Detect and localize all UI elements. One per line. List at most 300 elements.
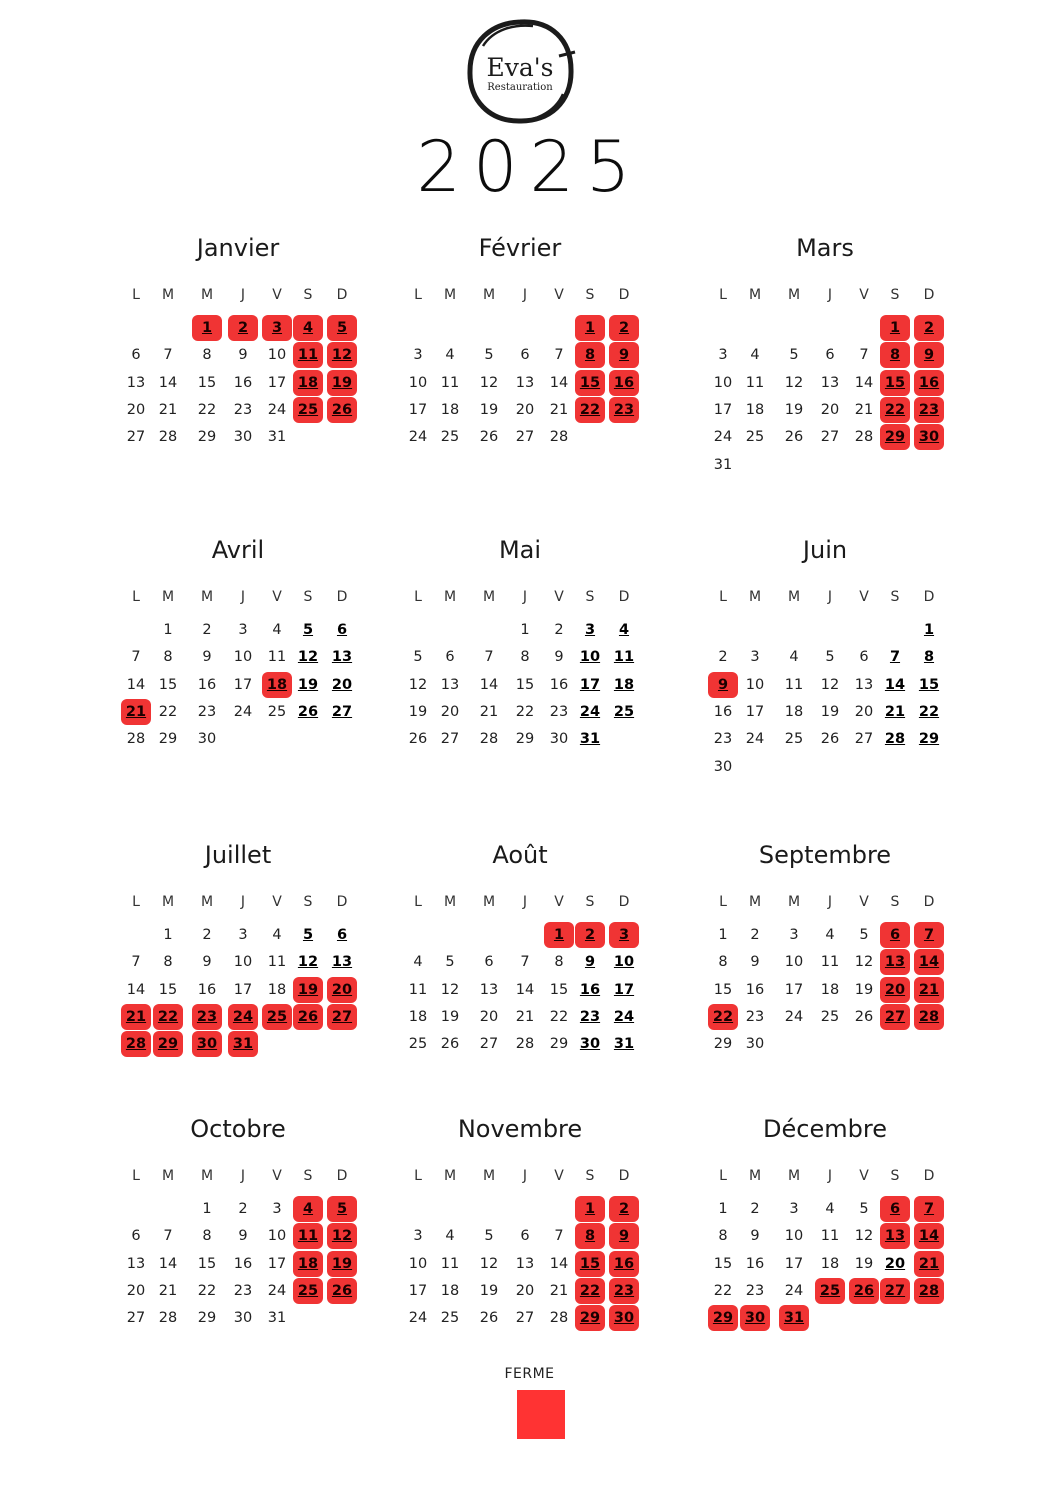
closed-day: 21 xyxy=(914,977,944,1003)
calendar-day: 5 xyxy=(302,927,314,943)
closed-day: 16 xyxy=(609,1251,639,1277)
calendar-day: 28 xyxy=(126,731,146,748)
calendar-day: 6 xyxy=(520,347,530,364)
closed-day: 22 xyxy=(575,397,605,423)
weekday-label: D xyxy=(618,589,630,605)
calendar-day: 1 xyxy=(163,622,173,638)
weekday-label: M xyxy=(161,287,175,303)
closed-day: 23 xyxy=(192,1004,222,1030)
closed-day: 25 xyxy=(815,1278,845,1304)
calendar-day: 24 xyxy=(267,401,287,418)
month-block xyxy=(400,233,700,483)
weekday-label: D xyxy=(923,287,935,303)
month-block xyxy=(705,840,1005,1090)
calendar-day: 19 xyxy=(479,1282,499,1299)
month-name: Juillet xyxy=(204,841,272,869)
weekday-label: S xyxy=(585,1168,595,1184)
calendar-day: 22 xyxy=(197,401,217,418)
calendar-day: 16 xyxy=(579,981,601,998)
calendar-day: 14 xyxy=(549,1255,569,1272)
calendar-day: 30 xyxy=(713,758,733,775)
calendar-day: 13 xyxy=(126,1255,146,1272)
calendar-day: 17 xyxy=(784,981,804,998)
calendar-day: 12 xyxy=(479,374,499,391)
month-name: Avril xyxy=(211,536,265,564)
closed-day: 6 xyxy=(880,922,910,948)
closed-day: 15 xyxy=(880,370,910,396)
calendar-day: 17 xyxy=(233,981,253,998)
calendar-day: 14 xyxy=(854,374,874,391)
closed-day: 22 xyxy=(880,397,910,423)
calendar-day: 16 xyxy=(745,1255,765,1272)
weekday-label: L xyxy=(132,1168,140,1184)
calendar-day: 4 xyxy=(789,649,799,666)
calendar-day: 7 xyxy=(520,954,530,971)
closed-day: 22 xyxy=(708,1004,738,1030)
closed-day: 18 xyxy=(293,370,323,396)
month-block xyxy=(400,535,700,785)
calendar-day: 28 xyxy=(884,731,906,748)
closed-day: 4 xyxy=(293,315,323,341)
calendar-day: 28 xyxy=(479,731,499,748)
calendar-day: 13 xyxy=(515,1255,535,1272)
calendar-day: 24 xyxy=(267,1282,287,1299)
closed-day: 27 xyxy=(880,1004,910,1030)
weekday-label: M xyxy=(161,894,175,910)
calendar-day: 19 xyxy=(440,1008,460,1025)
calendar-day: 5 xyxy=(859,1201,869,1217)
closed-day: 9 xyxy=(609,342,639,368)
closed-day: 5 xyxy=(327,1196,357,1222)
weekday-label: J xyxy=(827,287,833,303)
calendar-day: 21 xyxy=(854,401,874,418)
closed-day: 1 xyxy=(192,315,222,341)
calendar-day: 14 xyxy=(479,676,499,693)
calendar-day: 6 xyxy=(484,954,494,971)
calendar-day: 1 xyxy=(718,927,728,943)
weekday-label: S xyxy=(585,894,595,910)
calendar-day: 26 xyxy=(479,1310,499,1327)
calendar-day: 10 xyxy=(784,954,804,971)
closed-day: 3 xyxy=(609,922,639,948)
closed-day: 23 xyxy=(914,397,944,423)
calendar-day: 27 xyxy=(126,1310,146,1327)
weekday-label: D xyxy=(923,894,935,910)
calendar-day: 1 xyxy=(520,622,530,638)
weekday-label: S xyxy=(585,589,595,605)
calendar-day: 13 xyxy=(515,374,535,391)
calendar-day: 10 xyxy=(713,374,733,391)
month-name: Novembre xyxy=(457,1115,583,1143)
year-title: 2025 xyxy=(416,126,643,208)
calendar-day: 5 xyxy=(859,927,869,943)
weekday-label: L xyxy=(132,589,140,605)
closed-day: 2 xyxy=(609,315,639,341)
weekday-label: S xyxy=(585,287,595,303)
calendar-day: 14 xyxy=(549,374,569,391)
calendar-day: 12 xyxy=(440,981,460,998)
weekday-label: J xyxy=(827,589,833,605)
calendar-day: 31 xyxy=(267,429,287,446)
calendar-day: 23 xyxy=(713,731,733,748)
calendar-day: 13 xyxy=(331,649,353,666)
calendar-day: 25 xyxy=(820,1008,840,1025)
calendar-day: 3 xyxy=(238,927,248,943)
calendar-day: 27 xyxy=(440,731,460,748)
closed-day: 8 xyxy=(575,1223,605,1249)
weekday-label: M xyxy=(482,1168,496,1184)
month-name: Juin xyxy=(802,536,848,564)
calendar-day: 22 xyxy=(197,1282,217,1299)
weekday-label: J xyxy=(240,1168,246,1184)
calendar-day: 15 xyxy=(197,1255,217,1272)
calendar-day: 6 xyxy=(859,649,869,666)
closed-day: 29 xyxy=(708,1305,738,1331)
calendar-day: 4 xyxy=(750,347,760,364)
weekday-label: S xyxy=(303,287,313,303)
calendar-day: 13 xyxy=(440,676,460,693)
closed-day: 14 xyxy=(914,1223,944,1249)
calendar-day: 24 xyxy=(745,731,765,748)
month-block xyxy=(400,1114,700,1364)
weekday-label: S xyxy=(890,287,900,303)
calendar-day: 7 xyxy=(554,347,564,364)
calendar-day: 2 xyxy=(718,649,728,666)
calendar-day: 20 xyxy=(854,703,874,720)
calendar-day: 12 xyxy=(854,1228,874,1245)
closed-day: 8 xyxy=(880,342,910,368)
brand-logo xyxy=(463,16,577,128)
calendar-day: 29 xyxy=(918,731,940,748)
calendar-day: 6 xyxy=(131,1228,141,1245)
closed-day: 20 xyxy=(880,977,910,1003)
calendar-day: 9 xyxy=(750,1228,760,1245)
calendar-day: 22 xyxy=(549,1008,569,1025)
calendar-day: 12 xyxy=(297,954,319,971)
calendar-day: 24 xyxy=(408,1310,428,1327)
calendar-day: 26 xyxy=(408,731,428,748)
weekday-label: J xyxy=(240,589,246,605)
closed-day: 28 xyxy=(121,1031,151,1057)
calendar-day: 8 xyxy=(202,347,212,364)
calendar-day: 5 xyxy=(413,649,423,666)
calendar-day: 20 xyxy=(440,703,460,720)
calendar-day: 29 xyxy=(549,1036,569,1053)
weekday-label: S xyxy=(890,589,900,605)
weekday-label: M xyxy=(748,589,762,605)
calendar-day: 29 xyxy=(515,731,535,748)
calendar-day: 17 xyxy=(408,1282,428,1299)
closed-day: 22 xyxy=(575,1278,605,1304)
calendar-day: 3 xyxy=(272,1201,282,1217)
calendar-day: 8 xyxy=(718,1228,728,1245)
calendar-day: 4 xyxy=(445,347,455,364)
calendar-day: 8 xyxy=(520,649,530,666)
calendar-day: 23 xyxy=(745,1008,765,1025)
calendar-day: 2 xyxy=(750,1201,760,1217)
calendar-day: 16 xyxy=(197,981,217,998)
calendar-day: 18 xyxy=(440,401,460,418)
calendar-day: 17 xyxy=(745,703,765,720)
calendar-day: 7 xyxy=(163,1228,173,1245)
calendar-day: 20 xyxy=(126,401,146,418)
legend-closed-swatch xyxy=(517,1390,565,1439)
calendar-day: 15 xyxy=(197,374,217,391)
calendar-day: 28 xyxy=(549,429,569,446)
calendar-day: 3 xyxy=(789,927,799,943)
calendar-day: 20 xyxy=(331,676,353,693)
calendar-day: 4 xyxy=(445,1228,455,1245)
weekday-label: M xyxy=(482,894,496,910)
closed-day: 19 xyxy=(293,977,323,1003)
calendar-day: 24 xyxy=(579,703,601,720)
weekday-label: J xyxy=(522,287,528,303)
calendar-day: 23 xyxy=(233,401,253,418)
calendar-day: 10 xyxy=(267,1228,287,1245)
calendar-day: 24 xyxy=(784,1008,804,1025)
weekday-label: J xyxy=(240,894,246,910)
calendar-day: 3 xyxy=(789,1201,799,1217)
closed-day: 4 xyxy=(293,1196,323,1222)
calendar-day: 27 xyxy=(126,429,146,446)
calendar-day: 6 xyxy=(131,347,141,364)
month-name: Octobre xyxy=(190,1115,286,1143)
calendar-day: 17 xyxy=(267,374,287,391)
calendar-day: 19 xyxy=(479,401,499,418)
calendar-day: 27 xyxy=(854,731,874,748)
weekday-label: D xyxy=(336,589,348,605)
closed-day: 2 xyxy=(914,315,944,341)
closed-day: 22 xyxy=(153,1004,183,1030)
calendar-day: 4 xyxy=(272,622,282,638)
calendar-day: 30 xyxy=(233,429,253,446)
calendar-day: 19 xyxy=(297,676,319,693)
calendar-day: 21 xyxy=(515,1008,535,1025)
calendar-day: 21 xyxy=(549,1282,569,1299)
calendar-day: 21 xyxy=(549,401,569,418)
calendar-day: 23 xyxy=(549,703,569,720)
calendar-day: 24 xyxy=(784,1282,804,1299)
month-block xyxy=(705,233,1005,483)
calendar-day: 6 xyxy=(520,1228,530,1245)
weekday-label: L xyxy=(719,589,727,605)
closed-day: 26 xyxy=(327,397,357,423)
calendar-day: 13 xyxy=(479,981,499,998)
calendar-day: 23 xyxy=(197,703,217,720)
closed-day: 11 xyxy=(293,342,323,368)
calendar-day: 26 xyxy=(784,429,804,446)
calendar-day: 17 xyxy=(713,401,733,418)
closed-day: 1 xyxy=(544,922,574,948)
calendar-day: 10 xyxy=(408,1255,428,1272)
calendar-day: 21 xyxy=(158,401,178,418)
calendar-day: 2 xyxy=(750,927,760,943)
calendar-day: 24 xyxy=(408,429,428,446)
closed-day: 12 xyxy=(327,1223,357,1249)
month-block xyxy=(118,535,418,785)
weekday-label: V xyxy=(859,589,869,605)
calendar-day: 9 xyxy=(202,954,212,971)
calendar-day: 12 xyxy=(854,954,874,971)
calendar-day: 16 xyxy=(549,676,569,693)
calendar-day: 30 xyxy=(745,1036,765,1053)
closed-day: 2 xyxy=(609,1196,639,1222)
closed-day: 21 xyxy=(121,1004,151,1030)
calendar-day: 19 xyxy=(820,703,840,720)
closed-day: 28 xyxy=(914,1278,944,1304)
calendar-day: 9 xyxy=(202,649,212,666)
weekday-label: L xyxy=(719,1168,727,1184)
calendar-day: 27 xyxy=(515,1310,535,1327)
closed-day: 3 xyxy=(262,315,292,341)
closed-day: 18 xyxy=(262,672,292,698)
closed-day: 16 xyxy=(609,370,639,396)
closed-day: 11 xyxy=(293,1223,323,1249)
calendar-day: 26 xyxy=(297,703,319,720)
calendar-day: 31 xyxy=(579,731,601,748)
calendar-day: 12 xyxy=(820,676,840,693)
calendar-day: 16 xyxy=(197,676,217,693)
calendar-day: 13 xyxy=(331,954,353,971)
calendar-day: 7 xyxy=(554,1228,564,1245)
calendar-day: 29 xyxy=(713,1036,733,1053)
calendar-day: 27 xyxy=(515,429,535,446)
calendar-day: 1 xyxy=(163,927,173,943)
calendar-day: 17 xyxy=(233,676,253,693)
calendar-day: 12 xyxy=(297,649,319,666)
weekday-label: D xyxy=(923,1168,935,1184)
calendar-day: 17 xyxy=(267,1255,287,1272)
calendar-day: 17 xyxy=(579,676,601,693)
calendar-day: 9 xyxy=(750,954,760,971)
brand-name: Eva's xyxy=(486,53,554,82)
closed-day: 26 xyxy=(849,1278,879,1304)
calendar-day: 10 xyxy=(613,954,635,971)
calendar-day: 29 xyxy=(197,1310,217,1327)
closed-day: 1 xyxy=(575,1196,605,1222)
weekday-label: J xyxy=(827,894,833,910)
weekday-label: M xyxy=(787,894,801,910)
weekday-label: M xyxy=(748,894,762,910)
month-block xyxy=(118,840,418,1090)
calendar-day: 14 xyxy=(126,981,146,998)
weekday-label: M xyxy=(748,287,762,303)
weekday-label: V xyxy=(554,287,564,303)
calendar-day: 26 xyxy=(854,1008,874,1025)
calendar-day: 27 xyxy=(479,1036,499,1053)
calendar-day: 26 xyxy=(479,429,499,446)
calendar-day: 3 xyxy=(238,622,248,638)
calendar-day: 5 xyxy=(789,347,799,364)
calendar-day: 7 xyxy=(163,347,173,364)
calendar-day: 20 xyxy=(884,1255,906,1272)
calendar-day: 19 xyxy=(408,703,428,720)
weekday-label: L xyxy=(414,894,422,910)
weekday-label: V xyxy=(859,894,869,910)
calendar-day: 5 xyxy=(445,954,455,971)
calendar-day: 7 xyxy=(859,347,869,364)
calendar-day: 24 xyxy=(713,429,733,446)
calendar-day: 8 xyxy=(554,954,564,971)
closed-day: 16 xyxy=(914,370,944,396)
calendar-day: 9 xyxy=(584,954,596,971)
weekday-label: M xyxy=(748,1168,762,1184)
calendar-day: 8 xyxy=(202,1228,212,1245)
closed-day: 7 xyxy=(914,1196,944,1222)
calendar-day: 18 xyxy=(440,1282,460,1299)
calendar-day: 5 xyxy=(484,347,494,364)
calendar-day: 27 xyxy=(820,429,840,446)
closed-day: 6 xyxy=(880,1196,910,1222)
calendar-day: 16 xyxy=(745,981,765,998)
calendar-day: 9 xyxy=(238,347,248,364)
calendar-day: 18 xyxy=(784,703,804,720)
calendar-day: 28 xyxy=(515,1036,535,1053)
closed-day: 5 xyxy=(327,315,357,341)
calendar-day: 16 xyxy=(233,1255,253,1272)
calendar-day: 29 xyxy=(158,731,178,748)
calendar-day: 6 xyxy=(825,347,835,364)
weekday-label: M xyxy=(482,287,496,303)
weekday-label: V xyxy=(272,894,282,910)
calendar-day: 22 xyxy=(515,703,535,720)
closed-day: 31 xyxy=(779,1305,809,1331)
closed-day: 1 xyxy=(880,315,910,341)
weekday-label: M xyxy=(787,589,801,605)
weekday-label: V xyxy=(554,894,564,910)
calendar-day: 25 xyxy=(267,703,287,720)
calendar-day: 20 xyxy=(479,1008,499,1025)
closed-day: 23 xyxy=(609,1278,639,1304)
closed-day: 26 xyxy=(293,1004,323,1030)
calendar-day: 19 xyxy=(854,1255,874,1272)
weekday-label: S xyxy=(303,1168,313,1184)
closed-day: 2 xyxy=(228,315,258,341)
calendar-day: 22 xyxy=(918,703,940,720)
month-name: Mars xyxy=(796,234,854,262)
closed-day: 13 xyxy=(880,1223,910,1249)
calendar-day: 29 xyxy=(197,429,217,446)
closed-day: 15 xyxy=(575,370,605,396)
closed-day: 26 xyxy=(327,1278,357,1304)
calendar-day: 12 xyxy=(479,1255,499,1272)
calendar-day: 8 xyxy=(718,954,728,971)
weekday-label: V xyxy=(554,1168,564,1184)
weekday-label: M xyxy=(482,589,496,605)
closed-day: 19 xyxy=(327,370,357,396)
calendar-day: 4 xyxy=(413,954,423,971)
legend-label: FERME xyxy=(504,1366,555,1382)
calendar-day: 25 xyxy=(408,1036,428,1053)
calendar-day: 30 xyxy=(579,1036,601,1053)
closed-day: 27 xyxy=(327,1004,357,1030)
month-name: Septembre xyxy=(758,841,892,869)
month-name: Août xyxy=(492,841,548,869)
weekday-label: M xyxy=(200,1168,214,1184)
calendar-day: 1 xyxy=(923,622,935,638)
weekday-label: V xyxy=(554,589,564,605)
calendar-day: 3 xyxy=(718,347,728,364)
weekday-label: M xyxy=(787,287,801,303)
weekday-label: D xyxy=(336,287,348,303)
calendar-day: 15 xyxy=(549,981,569,998)
closed-day: 21 xyxy=(914,1251,944,1277)
calendar-day: 11 xyxy=(784,676,804,693)
calendar-day: 15 xyxy=(158,676,178,693)
calendar-day: 20 xyxy=(515,401,535,418)
calendar-day: 4 xyxy=(825,927,835,943)
calendar-day: 25 xyxy=(440,429,460,446)
